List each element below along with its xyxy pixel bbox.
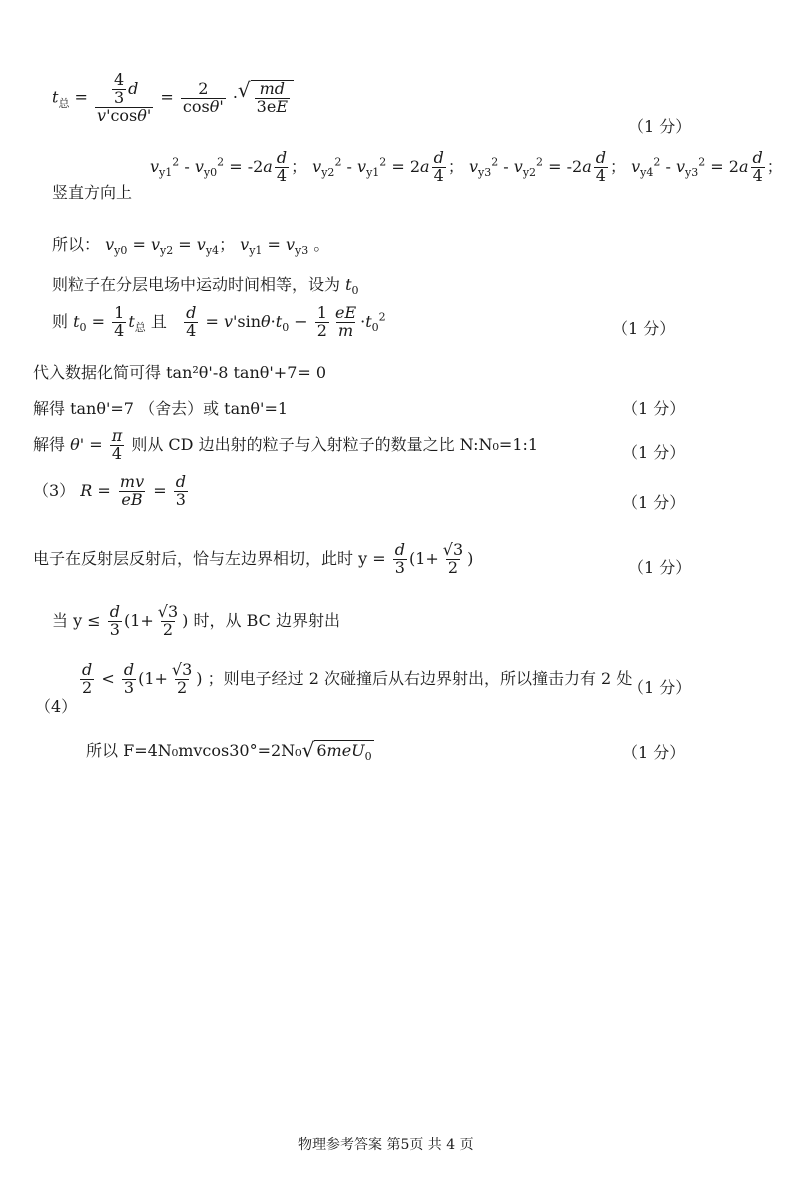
- eq-t-total: $t_总$ = $\frac{4}{3}$ d v'cosθ' = $\frac{2}{\cos\theta'}$ · √ $\frac{md}{3eE}$: [52, 72, 294, 124]
- eq-t0: 则 $t_0$ = $\frac{1}{4}$ $t_总$ 且 $\frac{d}{4}$ = $v'\sin\theta\cdot t_0$ − $\frac{1}{2}$ $\frac{eE}{m}$ $\cdot t_0^2$: [52, 303, 386, 340]
- substitute-line: [33, 360, 326, 383]
- part4-line: $\frac{d}{2}$ < $\frac{d}{3}$ (1+ $\frac{√3}{2}$ ) ；则电子经过 2 次碰撞后从右边界射出，所以撞击力有 2 处: [82, 660, 633, 697]
- eq-quadratic: tan²θ'-8 tanθ'+7= 0: [166, 363, 327, 382]
- score-3: （1 分）: [622, 399, 686, 418]
- page-footer: 物理参考答案 第5页 共 4 页: [298, 1137, 474, 1153]
- reflect-line: 电子在反射层反射后，恰与左边界相切，此时 y = $\frac{d}{3}$ (1+ $\frac{√3}{2}$ ): [33, 540, 474, 577]
- score-4: （1 分）: [622, 443, 686, 462]
- equal-time-line: 则粒子在分层电场中运动时间相等，设为 $t_0$: [52, 275, 359, 298]
- label-force: 所以: [86, 741, 119, 760]
- label-vertical: 竖直方向上: [52, 183, 133, 202]
- solve-tan-line: 解得 tanθ'=7 （舍去）或 tanθ'=1: [33, 399, 289, 418]
- eq-vertical-velocities: $v_{y1}^2 - v_{y0}^2 = -2a$ $\frac{d}{4}$ ； $v_{y2}^2 - v_{y1}^2 = 2a$ $\frac{d}{4}$ ； $v_{y3}^2 - v_{y2}^2 = -2a$ $\frac{d}{4}$ ； $v_{y4}^2 - v_{y3}^2 = 2a$ $\frac{d}{4}$ ；: [150, 148, 783, 185]
- solve-theta-line: 解得 θ' = $\frac{\pi}{4}$ 则从 CD 边出射的粒子与入射粒子的数量之比 N:N₀=1:1: [33, 426, 539, 463]
- part4-label: （4）: [35, 697, 78, 716]
- label-collisions: ；则电子经过 2 次碰撞后从右边界射出，所以撞击力有 2 处: [207, 668, 633, 688]
- eq-force: F=4N₀mvcos30°=2N₀: [123, 741, 302, 760]
- label-then: 则: [52, 311, 69, 331]
- score-7: （1 分）: [628, 678, 692, 697]
- label-ratio: 则从 CD 边出射的粒子与入射粒子的数量之比 N:N₀=1:1: [131, 434, 539, 454]
- score-2: （1 分）: [612, 319, 676, 338]
- label-when: 当: [52, 610, 69, 630]
- t0-symbol: t: [345, 275, 352, 294]
- score-1: （1 分）: [628, 117, 692, 136]
- label-reflect: 电子在反射层反射后，恰与左边界相切，此时: [33, 548, 354, 568]
- label-exit-bc: 时，从 BC 边界射出: [193, 610, 340, 630]
- when-line: 当 y ≤ $\frac{d}{3}$ (1+ $\frac{√3}{2}$ ) 时，从 BC 边界射出: [52, 602, 340, 639]
- part3-line: （3） R = $\frac{mv}{eB}$ = $\frac{d}{3}$: [33, 472, 186, 509]
- score-5: （1 分）: [622, 493, 686, 512]
- force-line: 所以 F=4N₀mvcos30°=2N₀ √ 6meU$_0$: [86, 737, 372, 764]
- therefore-line: 所以： $v_{y0} = v_{y2} = v_{y4}$； $v_{y1} = v_{y3}$ 。: [52, 235, 330, 258]
- label-substitute: 代入数据化简可得: [33, 363, 162, 382]
- label-solve-theta: 解得: [33, 434, 66, 454]
- label-therefore: 所以：: [52, 235, 101, 254]
- label-equal-time: 则粒子在分层电场中运动时间相等，设为: [52, 275, 341, 294]
- label-part3: （3）: [33, 480, 76, 500]
- score-8: （1 分）: [622, 743, 686, 762]
- score-6: （1 分）: [628, 558, 692, 577]
- label-and: 且: [150, 311, 167, 331]
